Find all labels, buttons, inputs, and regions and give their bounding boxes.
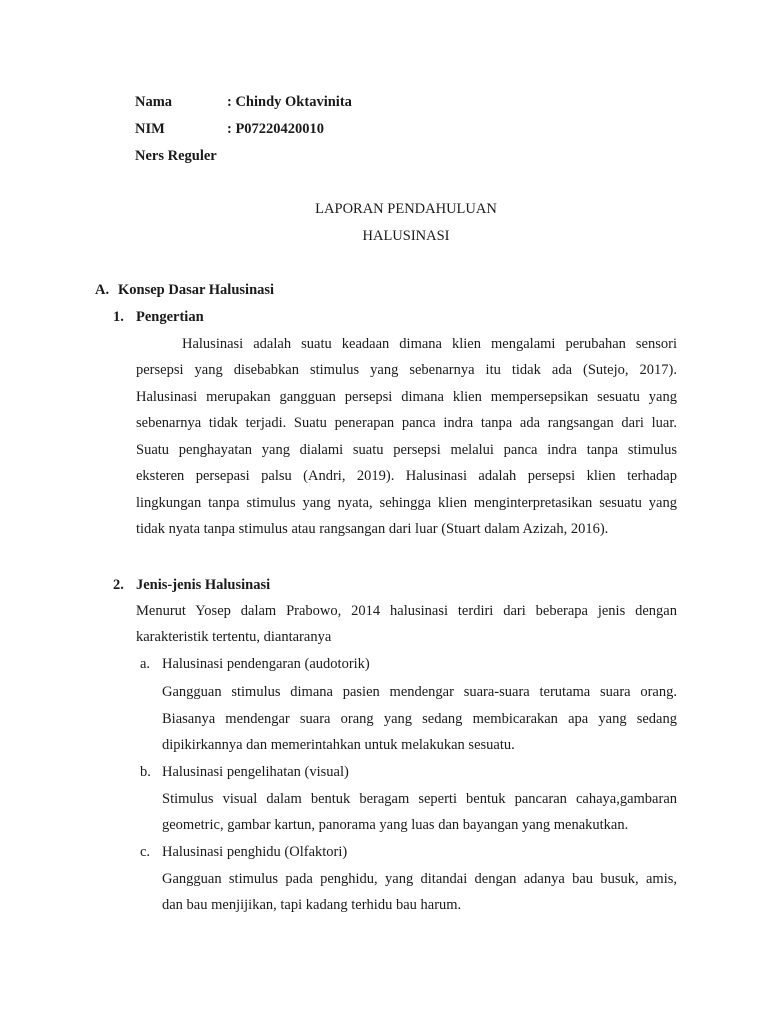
paragraph-line: Menurut Yosep dalam Prabowo, 2014 halusinasi terdiri dari beberapa jenis dengan bbox=[136, 603, 677, 619]
paragraph-line: Gangguan stimulus pada penghidu, yang ditandai dengan adanya bau busuk, amis, bbox=[162, 871, 677, 887]
subitem-a-title: Halusinasi pendengaran (audotorik) bbox=[162, 656, 370, 672]
nim-label: NIM bbox=[135, 121, 165, 137]
paragraph-line: karakteristik tertentu, diantaranya bbox=[136, 629, 332, 645]
paragraph-line: tidak nyata tanpa stimulus atau rangsangan dari luar (Stuart dalam Azizah, 2016). bbox=[136, 521, 609, 537]
paragraph-line: eksteren persepasi palsu (Andri, 2019). Halusinasi adalah persepsi klien terhadap bbox=[136, 468, 677, 484]
document-subtitle: HALUSINASI bbox=[362, 228, 450, 244]
section-a-marker: A. bbox=[95, 282, 110, 298]
paragraph-line: Halusinasi merupakan gangguan persepsi dimana klien mempersepsikan sesuatu yang bbox=[136, 389, 677, 405]
nama-label: Nama bbox=[135, 94, 173, 110]
paragraph-line: Biasanya mendengar suara orang yang sedang membicarakan apa yang sedang bbox=[162, 711, 677, 727]
item-1-marker: 1. bbox=[113, 309, 124, 325]
paragraph-line: geometric, gambar kartun, panorama yang luas dan bayangan yang menakutkan. bbox=[162, 817, 629, 833]
paragraph-line: Suatu penghayatan yang dialami suatu persepsi melalui panca indra tanpa stimulus bbox=[136, 442, 677, 458]
item-1-heading: Pengertian bbox=[136, 309, 204, 325]
subitem-c-marker: c. bbox=[140, 844, 151, 860]
paragraph-line: dan bau menjijikan, tapi kadang terhidu bau harum. bbox=[162, 897, 462, 913]
paragraph-line: persepsi yang disebabkan stimulus yang sebenarnya itu tidak ada (Sutejo, 2017). bbox=[136, 362, 677, 378]
subitem-a-marker: a. bbox=[140, 656, 151, 672]
item-2-marker: 2. bbox=[113, 577, 124, 593]
subitem-b-marker: b. bbox=[140, 764, 151, 780]
program-label: Ners Reguler bbox=[135, 148, 217, 164]
item-2-heading: Jenis-jenis Halusinasi bbox=[136, 577, 271, 593]
paragraph-line: Gangguan stimulus dimana pasien mendengar suara-suara terutama suara orang. bbox=[162, 684, 677, 700]
section-a-heading: Konsep Dasar Halusinasi bbox=[118, 282, 275, 298]
document-title: LAPORAN PENDAHULUAN bbox=[315, 201, 497, 217]
nim-value: : P07220420010 bbox=[227, 121, 325, 137]
paragraph-line: Halusinasi adalah suatu keadaan dimana klien mengalami perubahan sensori bbox=[182, 336, 677, 352]
subitem-c-title: Halusinasi penghidu (Olfaktori) bbox=[162, 844, 348, 860]
subitem-b-title: Halusinasi pengelihatan (visual) bbox=[162, 764, 349, 780]
paragraph-line: lingkungan tanpa stimulus yang nyata, sehingga klien menginterpretasikan sesuatu yang bbox=[136, 495, 677, 511]
paragraph-line: sebenarnya tidak terjadi. Suatu penerapan panca indra tanpa ada rangsangan dari luar. bbox=[136, 415, 677, 431]
paragraph-line: dipikirkannya dan memerintahkan untuk melakukan sesuatu. bbox=[162, 737, 515, 753]
nama-value: : Chindy Oktavinita bbox=[227, 94, 352, 110]
paragraph-line: Stimulus visual dalam bentuk beragam seperti bentuk pancaran cahaya,gambaran bbox=[162, 791, 677, 807]
